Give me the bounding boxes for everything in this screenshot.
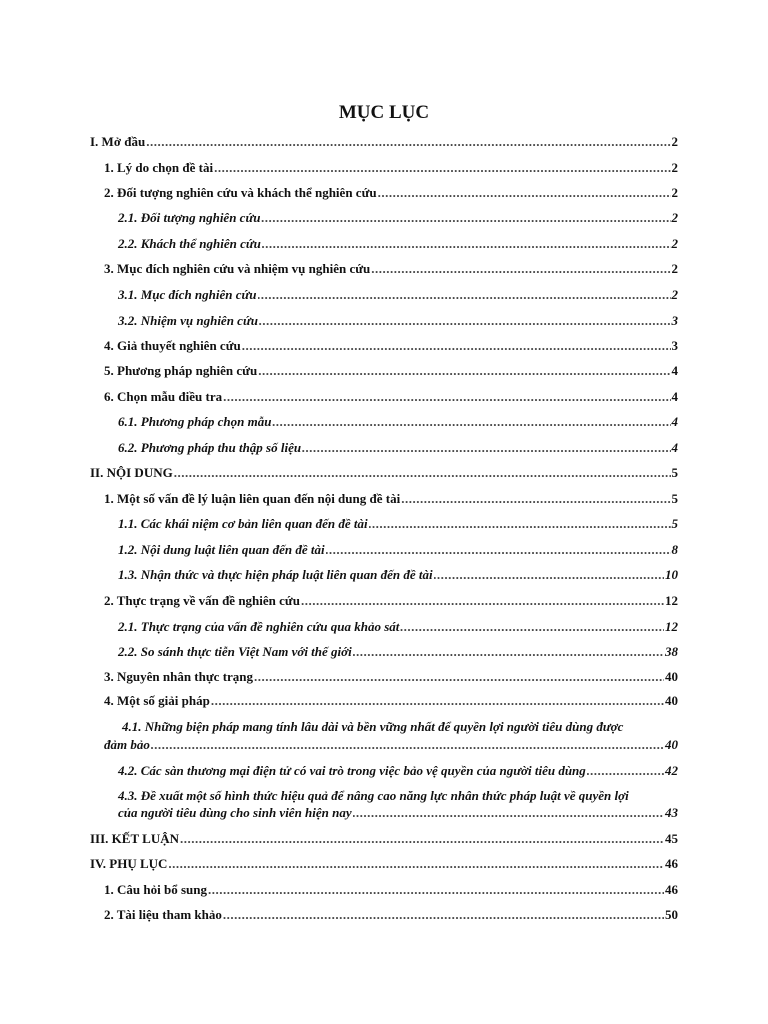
toc-entry-page: 2 <box>671 287 678 302</box>
toc-entry-text: IV. PHỤ LỤC <box>90 856 168 871</box>
toc-entry-text: 6.1. Phương pháp chọn mẫu <box>118 414 272 429</box>
toc-leader-dots <box>262 236 671 252</box>
toc-entry[interactable] <box>118 516 678 532</box>
toc-entry[interactable] <box>118 440 678 456</box>
toc-entry[interactable] <box>104 693 678 709</box>
toc-entry[interactable] <box>118 542 678 558</box>
toc-entry-page: 2 <box>671 185 678 200</box>
toc-leader-dots <box>258 363 670 379</box>
toc-entry-text: 6.2. Phương pháp thu thập số liệu <box>118 440 302 455</box>
toc-leader-dots <box>208 882 664 898</box>
toc-entry-page: 2 <box>671 160 678 175</box>
toc-entry-text: 3. Mục đích nghiên cứu và nhiệm vụ nghiên cứu <box>104 261 371 276</box>
toc-leader-dots <box>587 763 664 779</box>
toc-entry-page: 5 <box>671 465 678 480</box>
toc-entry-text: 1. Một số vấn đề lý luận liên quan đến nội dung đề tài <box>104 491 401 506</box>
toc-leader-dots <box>301 593 664 609</box>
toc-entry-page: 50 <box>665 907 678 922</box>
toc-entry-text: 3. Nguyên nhân thực trạng <box>104 669 254 684</box>
toc-entry[interactable] <box>104 593 678 609</box>
toc-leader-dots <box>258 287 671 303</box>
toc-entry-text: 3.1. Mục đích nghiên cứu <box>118 287 257 302</box>
toc-leader-dots <box>353 644 664 660</box>
toc-entry-text: đảm bảo <box>104 737 150 752</box>
toc-entry-page: 38 <box>665 644 678 659</box>
toc-entry[interactable] <box>104 907 678 923</box>
toc-leader-dots <box>326 542 671 558</box>
toc-entry[interactable] <box>104 737 678 753</box>
toc-entry-text: 2. Tài liệu tham khảo <box>104 907 222 922</box>
toc-entry-text: II. NỘI DUNG <box>90 465 173 480</box>
toc-entry[interactable] <box>118 313 678 329</box>
toc-leader-dots <box>242 338 671 354</box>
toc-entry[interactable] <box>104 491 678 507</box>
toc-entry-page: 4 <box>671 440 678 455</box>
toc-entry[interactable] <box>118 644 678 660</box>
toc-entry[interactable] <box>104 389 678 405</box>
toc-entry-page: 4 <box>671 389 678 404</box>
toc-leader-dots <box>272 414 670 430</box>
toc-entry-page: 2 <box>671 236 678 251</box>
toc-entry[interactable] <box>118 236 678 252</box>
toc-entry[interactable] <box>90 831 678 847</box>
toc-leader-dots <box>146 134 670 150</box>
toc-entry[interactable] <box>118 619 678 635</box>
toc-entry-page: 40 <box>665 737 678 752</box>
toc-entry[interactable] <box>90 856 678 872</box>
toc-entry-page: 2 <box>671 261 678 276</box>
toc-entry-page: 4 <box>671 363 678 378</box>
toc-leader-dots <box>401 491 670 507</box>
toc-leader-dots <box>168 856 664 872</box>
toc-leader-dots <box>434 567 664 583</box>
toc-entry-page: 46 <box>665 856 678 871</box>
toc-entry-page: 40 <box>665 669 678 684</box>
toc-entry-text: 1.1. Các khái niệm cơ bản liên quan đến đề tài <box>118 516 368 531</box>
toc-entry-text: 2.2. Khách thể nghiên cứu <box>118 236 261 251</box>
toc-leader-dots <box>259 313 671 329</box>
toc-entry-text: 5. Phương pháp nghiên cứu <box>104 363 258 378</box>
toc-entry-page: 8 <box>671 542 678 557</box>
toc-leader-dots <box>400 619 664 635</box>
toc-entry-text: I. Mở đầu <box>90 134 146 149</box>
toc-entry[interactable] <box>118 210 678 226</box>
toc-entry-text: 1. Câu hỏi bổ sung <box>104 882 207 897</box>
toc-entry-text: 6. Chọn mẫu điều tra <box>104 389 223 404</box>
toc-entry-text: 4.2. Các sàn thương mại điện tử có vai trò trong việc bảo vệ quyền của người tiêu dùng <box>118 763 586 778</box>
toc-entry[interactable] <box>118 567 678 583</box>
toc-entry[interactable] <box>104 669 678 685</box>
toc-entry-page: 40 <box>665 693 678 708</box>
toc-entry-text: 2.1. Thực trạng của vấn đề nghiên cứu qua khảo sát <box>118 619 400 634</box>
toc-entry-page: 4 <box>671 414 678 429</box>
toc-entry-page: 3 <box>671 313 678 328</box>
toc-leader-dots <box>151 737 664 753</box>
toc-entry-text: 4. Một số giải pháp <box>104 693 210 708</box>
toc-entry[interactable] <box>118 805 678 821</box>
toc-entry-page: 10 <box>665 567 678 582</box>
toc-entry-page: 42 <box>665 763 678 778</box>
toc-entry[interactable] <box>118 763 678 779</box>
toc-entry-page: 5 <box>671 516 678 531</box>
toc-leader-dots <box>174 465 671 481</box>
toc-entry-text: 1.2. Nội dung luật liên quan đến đề tài <box>118 542 325 557</box>
toc-entry-text: 4. Giả thuyết nghiên cứu <box>104 338 241 353</box>
toc-leader-dots <box>371 261 670 277</box>
toc-entry-page: 45 <box>665 831 678 846</box>
toc-leader-dots <box>353 805 664 821</box>
toc-leader-dots <box>180 831 664 847</box>
toc-entry[interactable] <box>90 465 678 481</box>
toc-entry[interactable] <box>104 160 678 176</box>
toc-entry-page: 5 <box>671 491 678 506</box>
toc-entry[interactable] <box>104 338 678 354</box>
toc-entry[interactable] <box>90 134 678 150</box>
toc-entry-text: 1.3. Nhận thức và thực hiện pháp luật liên quan đến đề tài <box>118 567 433 582</box>
toc-entry[interactable] <box>104 261 678 277</box>
toc-entry-text: 1. Lý do chọn đề tài <box>104 160 214 175</box>
toc-entry-text: 3.2. Nhiệm vụ nghiên cứu <box>118 313 258 328</box>
toc-entry-page: 2 <box>671 134 678 149</box>
toc-entry-text: 2.2. So sánh thực tiễn Việt Nam với thế giới <box>118 644 352 659</box>
toc-entry[interactable] <box>104 882 678 898</box>
toc-leader-dots <box>223 907 664 923</box>
toc-leader-dots <box>369 516 671 532</box>
toc-entry[interactable] <box>104 185 678 201</box>
toc-entry-page: 43 <box>665 805 678 820</box>
toc-entry-first-line: 4.1. Những biện pháp mang tính lâu dài và bền vững nhất để quyền lợi người tiêu dùng được <box>122 719 624 734</box>
toc-entry[interactable] <box>104 363 678 379</box>
toc-entry-page: 3 <box>671 338 678 353</box>
toc-title: MỤC LỤC <box>338 102 430 123</box>
toc-entry-text: 2.1. Đối tượng nghiên cứu <box>118 210 261 225</box>
toc-entry-page: 2 <box>671 210 678 225</box>
toc-leader-dots <box>223 389 670 405</box>
toc-leader-dots <box>378 185 671 201</box>
toc-leader-dots <box>254 669 664 685</box>
toc-leader-dots <box>214 160 670 176</box>
toc-entry[interactable] <box>118 414 678 430</box>
toc-entry-page: 46 <box>665 882 678 897</box>
toc-entry-text: 2. Đối tượng nghiên cứu và khách thể nghiên cứu <box>104 185 377 200</box>
toc-entry-first-line: 4.3. Đề xuất một số hình thức hiệu quả để nâng cao năng lực nhân thức pháp luật về quyền lợi <box>118 788 629 803</box>
toc-entry-page: 12 <box>665 619 678 634</box>
toc-leader-dots <box>211 693 664 709</box>
toc-entry-page: 12 <box>665 593 678 608</box>
toc-leader-dots <box>302 440 670 456</box>
toc-entry[interactable] <box>118 287 678 303</box>
toc-entry-text: III. KẾT LUẬN <box>90 831 179 846</box>
toc-leader-dots <box>261 210 670 226</box>
toc-entry-text: 2. Thực trạng về vấn đề nghiên cứu <box>104 593 300 608</box>
toc-entry-text: của người tiêu dùng cho sinh viên hiện nay <box>118 805 352 820</box>
